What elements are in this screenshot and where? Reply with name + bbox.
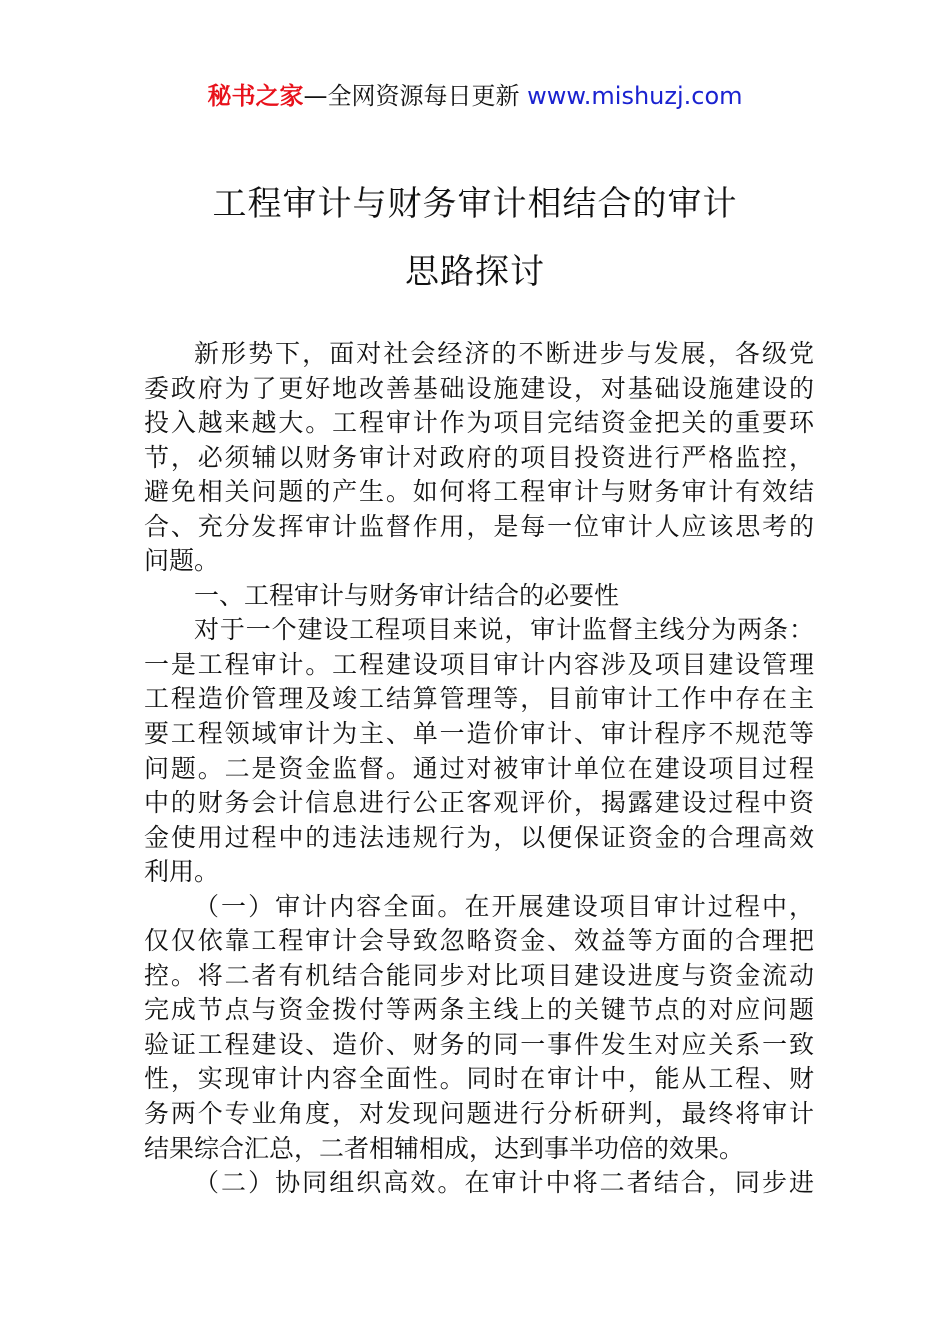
body-text-line: 对于一个建设工程项目来说，审计监督主线分为两条： bbox=[194, 615, 814, 645]
site-url-link[interactable]: www.mishuzj.com bbox=[527, 82, 743, 110]
site-brand: 秘书之家 bbox=[207, 82, 304, 110]
body-text-line: 仅仅依靠工程审计会导致忽略资金、效益等方面的合理把 bbox=[144, 926, 814, 956]
body-text-line: 完成节点与资金拨付等两条主线上的关键节点的对应问题 bbox=[144, 995, 814, 1025]
body-text-line: 性，实现审计内容全面性。同时在审计中，能从工程、财 bbox=[144, 1064, 814, 1094]
body-text-line: （一）审计内容全面。在开展建设项目审计过程中， bbox=[194, 891, 814, 921]
body-text-line: 验证工程建设、造价、财务的同一事件发生对应关系一致 bbox=[144, 1029, 814, 1059]
body-text-line: 工程造价管理及竣工结算管理等，目前审计工作中存在主 bbox=[144, 684, 814, 714]
document-title-line-2: 思路探讨 bbox=[405, 252, 545, 292]
body-text-line: 金使用过程中的违法违规行为，以便保证资金的合理高效 bbox=[144, 822, 814, 852]
body-text-line: 问题。 bbox=[144, 546, 220, 576]
body-text-line: 投入越来越大。工程审计作为项目完结资金把关的重要环 bbox=[144, 408, 814, 438]
body-text-line: （二）协同组织高效。在审计中将二者结合，同步进 bbox=[194, 1168, 814, 1198]
body-text-line: 中的财务会计信息进行公正客观评价，揭露建设过程中资 bbox=[144, 788, 814, 818]
body-text-line: 一是工程审计。工程建设项目审计内容涉及项目建设管理 bbox=[144, 649, 814, 679]
body-text-line: 合、充分发挥审计监督作用，是每一位审计人应该思考的 bbox=[144, 511, 814, 541]
body-text-line: 务两个专业角度，对发现问题进行分析研判，最终将审计 bbox=[144, 1099, 814, 1129]
document-body bbox=[144, 337, 814, 1201]
body-text-line: 结果综合汇总，二者相辅相成，达到事半功倍的效果。 bbox=[144, 1133, 745, 1163]
site-header bbox=[0, 78, 950, 114]
body-text-line: 利用。 bbox=[144, 857, 220, 887]
body-text-line: 问题。二是资金监督。通过对被审计单位在建设项目过程 bbox=[144, 753, 814, 783]
body-text-line: 一、工程审计与财务审计结合的必要性 bbox=[194, 580, 620, 610]
site-tagline: —全网资源每日更新 bbox=[303, 82, 520, 110]
body-text-line: 要工程领域审计为主、单一造价审计、审计程序不规范等 bbox=[144, 719, 814, 749]
body-text-line: 新形势下，面对社会经济的不断进步与发展，各级党 bbox=[194, 339, 814, 368]
body-text-line: 节，必须辅以财务审计对政府的项目投资进行严格监控， bbox=[144, 442, 814, 472]
document-title-line-1: 工程审计与财务审计相结合的审计 bbox=[212, 184, 738, 224]
body-text-line: 控。将二者有机结合能同步对比项目建设进度与资金流动 bbox=[144, 960, 814, 990]
body-text-line: 委政府为了更好地改善基础设施建设，对基础设施建设的 bbox=[144, 373, 814, 403]
body-text-line: 避免相关问题的产生。如何将工程审计与财务审计有效结 bbox=[144, 477, 814, 507]
